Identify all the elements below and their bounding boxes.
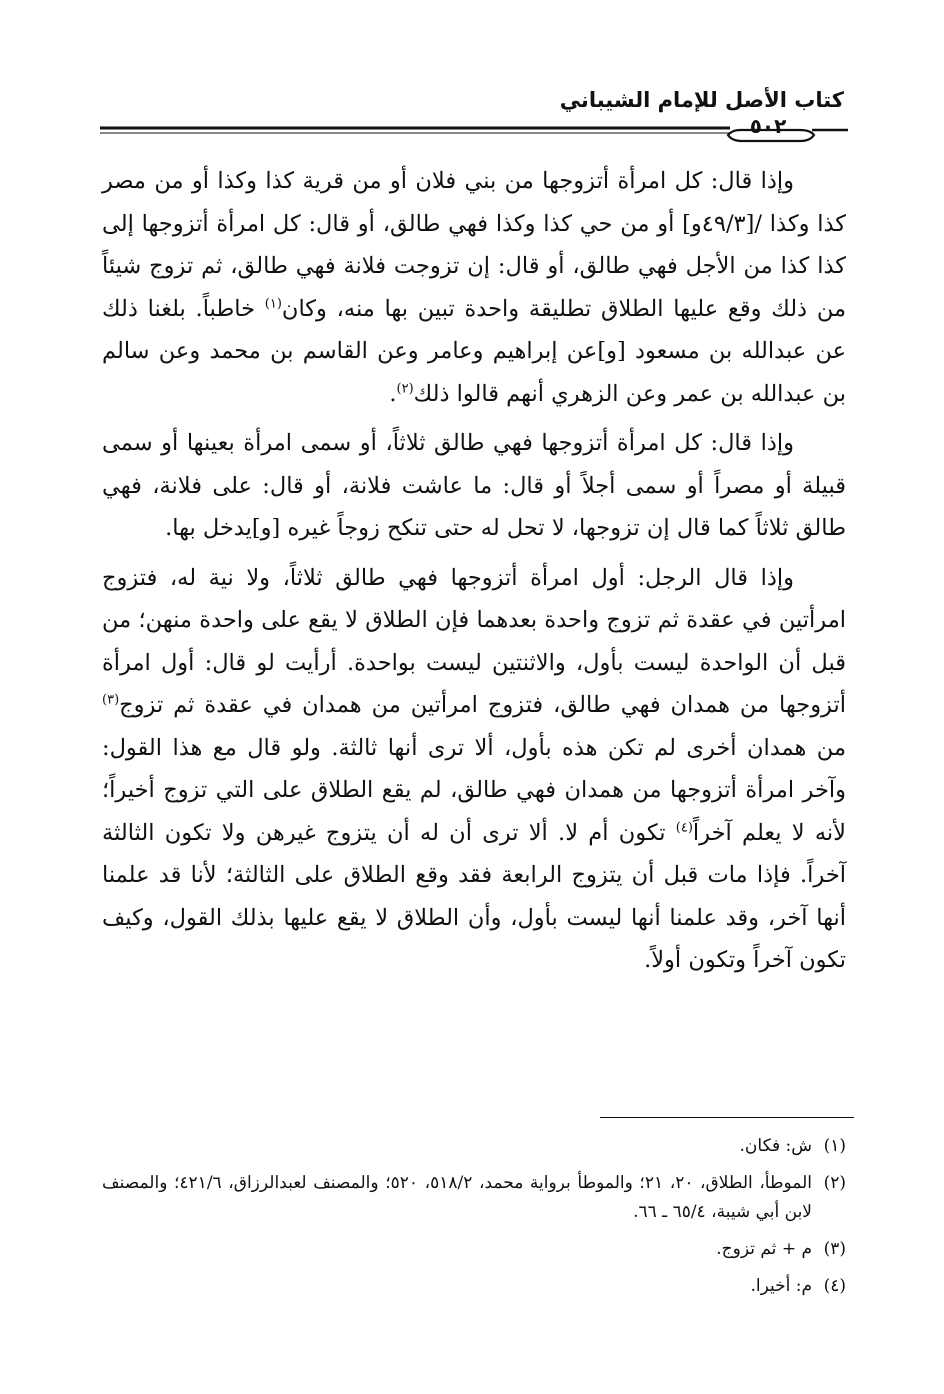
paragraph-3-text-a: وإذا قال الرجل: أول امرأة أتزوجها فهي طالق ثلاثاً، ولا نية له، فتزوج امرأتين في عقدة ثم تزوج واحدة بعدهما فإن الطلاق لا يقع على واحدة منهن؛ من قبل أن الواحدة ليست بأول، والاثنتين ليست بواحدة. أرأيت لو قال: أول امرأة أتزوجها من همدان فهي طالق، فتزوج امرأتين من همدان في عقدة ثم تزوج — [102, 564, 846, 718]
footnote-2 — [102, 1169, 846, 1227]
paragraph-2-text: وإذا قال: كل امرأة أتزوجها فهي طالق ثلاثاً، أو سمى امرأة بعينها أو سمى قبيلة أو مصراً أو سمى أجلاً أو قال: ما عاشت فلانة، أو قال: على فلانة، فهي طالق ثلاثاً كما قال إن تزوجها، لا تحل له حتى تنكح زوجاً غيره [و]يدخل بها. — [102, 430, 846, 541]
footnote-text: م + ثم تزوج. — [716, 1239, 812, 1259]
page-number: ٥٠٢ — [749, 114, 787, 138]
footnote-number: (٣) — [823, 1239, 846, 1259]
paragraph-1-text-b: خاطباً. بلغنا ذلك عن عبدالله بن مسعود [و]عن إبراهيم وعامر وعن القاسم بن محمد وعن سالم بن عبدالله بن عمر وعن الزهري أنهم قالوا ذلك — [102, 295, 846, 407]
paragraph-2 — [102, 422, 846, 550]
paragraph-1 — [102, 160, 846, 415]
footnote-4 — [102, 1272, 846, 1301]
footnote-text: م: أخيرا. — [750, 1276, 812, 1296]
footnote-ref-3: (٣) — [102, 692, 120, 708]
footnote-separator — [600, 1117, 854, 1118]
paragraph-1-text-a: وإذا قال: كل امرأة أتزوجها من بني فلان أو من قرية كذا وكذا أو من مصر كذا وكذا /[٤٩/٣و] أو من حي كذا وكذا فهي طالق، أو قال: كل امرأة أتزوجها إلى كذا كذا من الأجل فهي طالق، أو قال: إن تزوجت فلانة فهي طالق، ثم تزوج شيئاً من ذلك وقع عليها الطلاق تطليقة واحدة تبين بها منه، وكان — [102, 168, 846, 322]
paragraph-3-text-b: من همدان أخرى لم تكن هذه بأول، ألا ترى أنها ثالثة. ولو قال مع هذا القول: وآخر امرأة أتزوجها من همدان فهي طالق، لم يقع الطلاق على التي تزوج أخيراً؛ لأنه لا يعلم آخراً — [102, 734, 846, 846]
footnote-1 — [102, 1132, 846, 1161]
paragraph-1-text-c: . — [389, 380, 397, 407]
footnote-number: (٢) — [823, 1173, 846, 1193]
paragraph-3-text-c: تكون أم لا. ألا ترى أن له أن يتزوج غيرهن ولا تكون الثالثة آخراً. فإذا مات قبل أن يتزوج الرابعة فقد وقع الطلاق على الثالثة؛ لأنا قد علمنا أنها آخر، وقد علمنا أنها ليست بأول، وأن الطلاق لا يقع عليها بذلك القول، وكيف تكون آخراً وتكون أولاً. — [102, 819, 846, 973]
footnote-number: (١) — [823, 1136, 846, 1156]
footnote-text: ش: فكان. — [739, 1136, 812, 1156]
footnote-ref-1: (١) — [264, 296, 282, 311]
running-title: كتاب الأصل للإمام الشيباني — [559, 88, 844, 112]
footnotes — [102, 1132, 846, 1309]
footnote-3 — [102, 1235, 846, 1264]
footnote-text: الموطأ، الطلاق، ٢٠، ٢١؛ والموطأ برواية محمد، ٥١٨/٢، ٥٢٠؛ والمصنف لعبدالرزاق، ٤٢١/٦؛ والمصنف لابن أبي شيبة، ٦٥/٤ ـ ٦٦. — [102, 1173, 813, 1222]
footnote-ref-2: (٢) — [396, 381, 414, 396]
body-text — [102, 160, 846, 989]
footnote-ref-4: (٤) — [675, 820, 693, 835]
footnote-number: (٤) — [823, 1276, 846, 1296]
paragraph-3 — [102, 557, 846, 982]
